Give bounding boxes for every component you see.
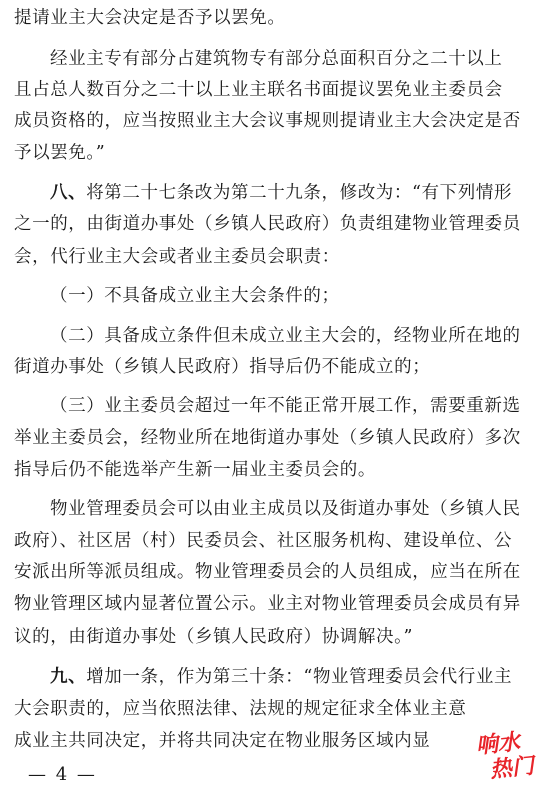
item-one-line: （一）不具备成立业主大会条件的； [50, 286, 340, 306]
text-line: 之一的，由街道办事处（乡镇人民政府）负责组建物业管理委员 [14, 214, 521, 234]
text-line: 予以罢免。” [14, 143, 106, 163]
text-line: 举业主委员会，经物业所在地街道办事处（乡镇人民政府）多次 [14, 428, 521, 448]
text-line: 安派出所等派员组成。物业管理委员会的人员组成，应当在所在 [14, 562, 521, 582]
watermark-bottom-text: 热门 [488, 753, 536, 784]
text-line: 物业管理区域内显著位置公示。业主对物业管理委员会成员有异 [14, 594, 521, 614]
item-three-line: （三）业主委员会超过一年不能正常开展工作，需要重新选 [50, 396, 521, 416]
article-eight-line [50, 182, 512, 204]
text-line: 指导后仍不能选举产生新一届业主委员会的。 [14, 460, 376, 480]
page-number: — 4 — [28, 764, 97, 785]
article-eight-number: 八、 [50, 183, 87, 203]
article-nine-text: 增加一条，作为第三十条：“物业管理委员会代行业主 [86, 667, 513, 687]
item-two-line: （二）具备成立条件但未成立业主大会的，经物业所在地的 [50, 326, 521, 346]
watermark-logo [474, 729, 546, 785]
article-nine-number: 九、 [50, 667, 87, 687]
paragraph-start-line: 经业主专有部分占建筑物专有部分总面积百分之二十以上 [50, 49, 503, 69]
article-eight-text: 将第二十七条改为第二十九条，修改为：“有下列情形 [86, 183, 513, 203]
text-line: 提请业主大会决定是否予以罢免。 [14, 8, 286, 28]
text-line: 成业主共同决定，并将共同决定在物业服务区域内显 [14, 731, 431, 751]
paragraph-start-line: 物业管理委员会可以由业主成员以及街道办事处（乡镇人民 [50, 499, 521, 519]
text-line: 议的，由街道办事处（乡镇人民政府）协调解决。” [14, 627, 413, 647]
article-nine-line [50, 666, 512, 688]
text-line: 会，代行业主大会或者业主委员会职责： [14, 247, 340, 267]
text-line: 街道办事处（乡镇人民政府）指导后仍不能成立的； [14, 357, 431, 377]
watermark-top-text: 响水 [474, 729, 522, 760]
text-line: 政府）、社区居（村）民委员会、社区服务机构、建设单位、公 [14, 531, 513, 551]
text-line: 成员资格的，应当按照业主大会议事规则提请业主大会决定是否 [14, 111, 521, 131]
text-line: 大会职责的，应当依照法律、法规的规定征求全体业主意 [14, 699, 467, 719]
text-line: 且占总人数百分之二十以上业主联名书面提议罢免业主委员会 [14, 80, 503, 100]
